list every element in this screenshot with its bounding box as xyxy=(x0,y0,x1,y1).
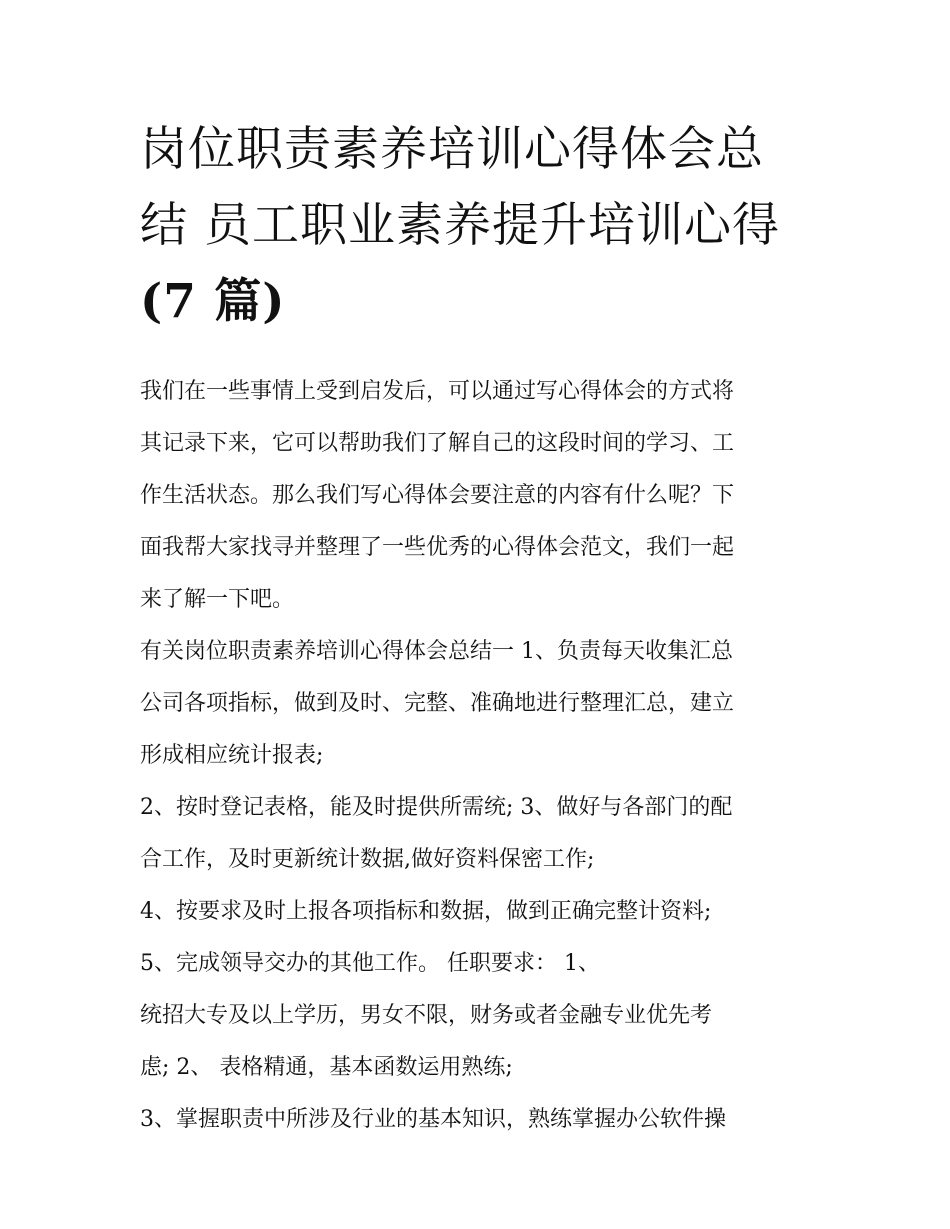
text-line: 合工作，及时更新统计数据,做好资料保密工作; xyxy=(140,847,595,872)
text-line: 有关岗位职责素养培训心得体会总结一 1、负责每天收集汇总 xyxy=(140,639,733,664)
text-line: 形成相应统计报表; xyxy=(140,743,324,768)
text-line: 我们在一些事情上受到启发后，可以通过写心得体会的方式将 xyxy=(140,379,735,404)
text-line: 3、掌握职责中所涉及行业的基本知识，熟练掌握办公软件操 xyxy=(140,1107,726,1132)
document-content xyxy=(140,112,820,1146)
document-body xyxy=(140,366,820,1146)
text-line: 公司各项指标，做到及时、完整、准确地进行整理汇总，建立 xyxy=(140,691,735,716)
paragraph-duty-2-3 xyxy=(140,782,820,886)
paragraph-duty-4 xyxy=(140,886,820,938)
text-line: 虑; 2、 表格精通，基本函数运用熟练; xyxy=(140,1055,513,1080)
text-line: 来了解一下吧。 xyxy=(140,587,295,612)
paragraph-intro xyxy=(140,366,820,626)
title-line: (7 篇) xyxy=(140,274,286,329)
paragraph-duty-1 xyxy=(140,626,820,782)
text-line: 统招大专及以上学历，男女不限，财务或者金融专业优先考 xyxy=(140,1003,713,1028)
text-line: 作生活状态。那么我们写心得体会要注意的内容有什么呢？下 xyxy=(140,483,735,508)
text-line: 2、按时登记表格，能及时提供所需统; 3、做好与各部门的配 xyxy=(140,795,733,820)
document-title xyxy=(140,112,820,340)
text-line: 4、按要求及时上报各项指标和数据，做到正确完整计资料; xyxy=(140,899,712,924)
paragraph-duty-5 xyxy=(140,938,820,990)
text-line: 5、完成领导交办的其他工作。 任职要求： 1、 xyxy=(140,951,600,976)
paragraph-requirement-1-2 xyxy=(140,990,820,1094)
paragraph-requirement-3 xyxy=(140,1094,820,1146)
text-line: 其记录下来，它可以帮助我们了解自己的这段时间的学习、工 xyxy=(140,431,735,456)
text-line: 面我帮大家找寻并整理了一些优秀的心得体会范文，我们一起 xyxy=(140,535,735,560)
title-line: 结 员工职业素养提升培训心得 xyxy=(140,198,780,253)
title-line: 岗位职责素养培训心得体会总 xyxy=(140,122,764,177)
